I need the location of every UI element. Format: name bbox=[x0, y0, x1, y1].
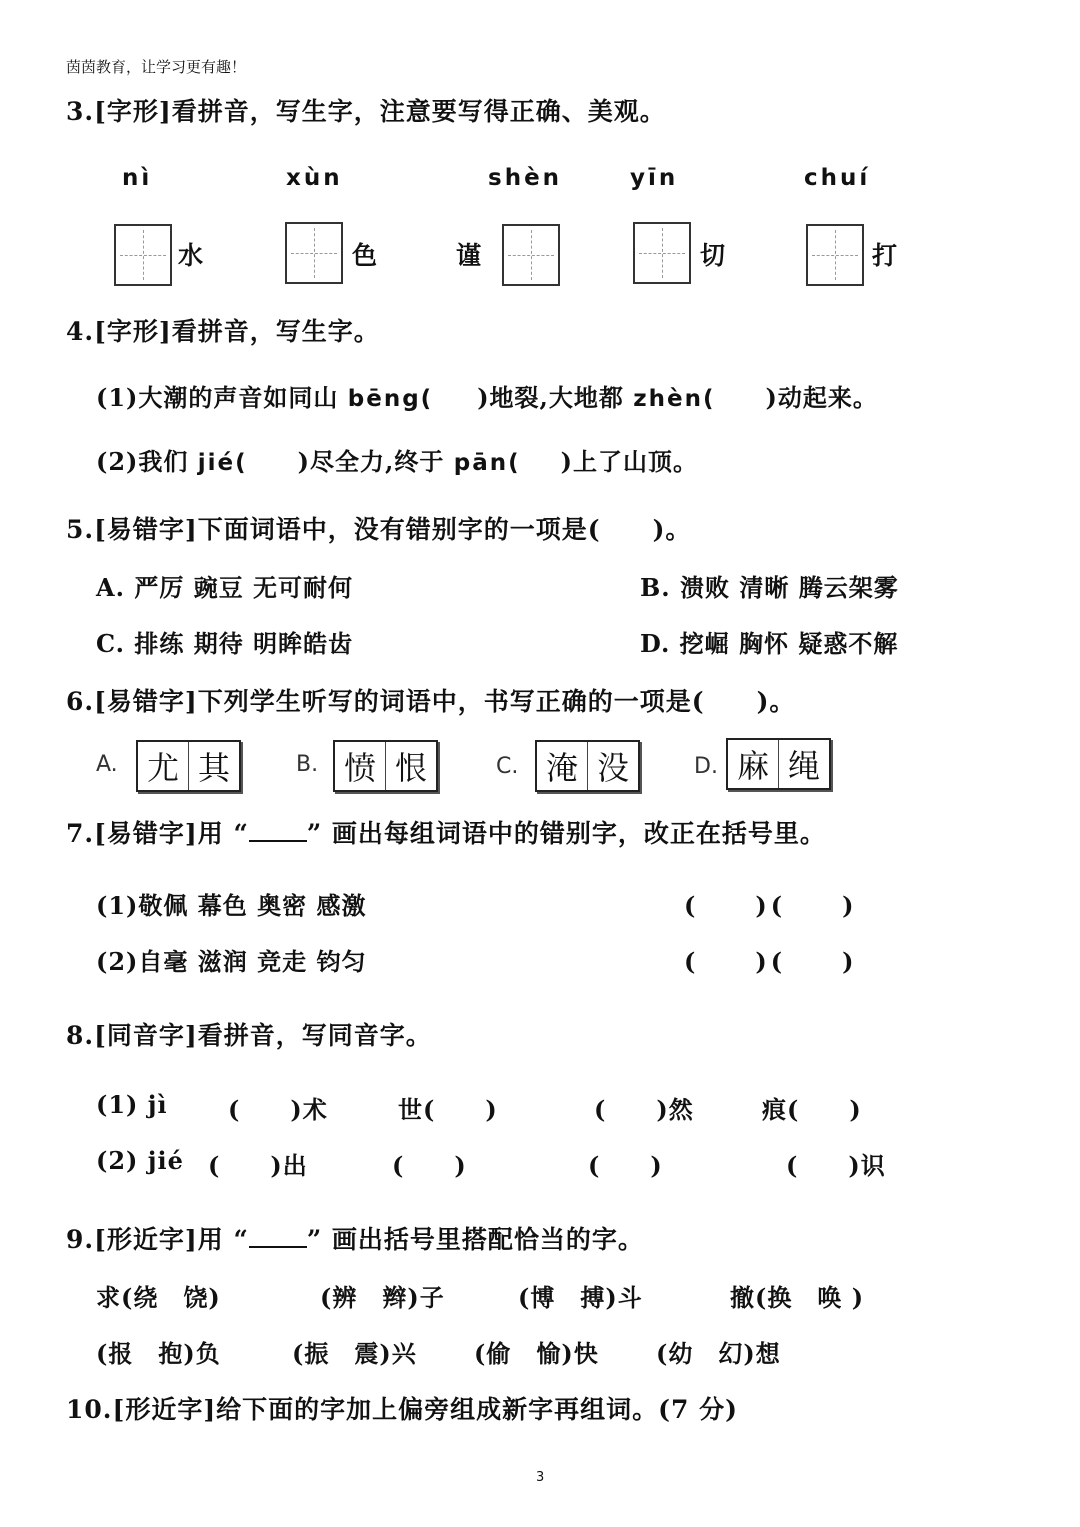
q7-line-1: (1)敬佩 幕色 奥密 感激 bbox=[96, 891, 367, 920]
q6-option-d-label: D. bbox=[694, 754, 718, 779]
q4-line1-text-b: )地裂,大地都 bbox=[477, 383, 624, 412]
q4-line1-text-a: (1)大潮的声音如同山 bbox=[96, 383, 339, 412]
q4-line1-pinyin-2: zhèn( bbox=[633, 386, 716, 412]
q7-underline-sample bbox=[249, 822, 307, 842]
q6-option-a-char-2: 其 bbox=[188, 742, 239, 790]
q4-title: 4.[字形]看拼音，写生字。 bbox=[66, 317, 380, 346]
q9-title-part-b: ” 画出括号里搭配恰当的字。 bbox=[306, 1225, 644, 1254]
page-number: 3 bbox=[536, 1470, 545, 1485]
q3-writing-grid-5[interactable] bbox=[806, 224, 864, 286]
q3-pinyin-4: yīn bbox=[630, 165, 679, 191]
q3-char-2: 色 bbox=[352, 241, 378, 270]
q6-option-c-label: C. bbox=[496, 754, 519, 779]
q3-char-5: 打 bbox=[872, 241, 898, 270]
q9-row1-item-4[interactable]: 撤(换 唤 ) bbox=[730, 1283, 865, 1312]
q6-option-d-char-2: 绳 bbox=[778, 740, 829, 788]
q7-line1-blanks[interactable]: ( )( ) bbox=[684, 891, 858, 920]
q3-pinyin-3: shèn bbox=[488, 165, 563, 191]
q6-option-d-card[interactable] bbox=[726, 738, 831, 790]
q10-title: 10.[形近字]给下面的字加上偏旁组成新字再组词。(7 分) bbox=[66, 1395, 738, 1424]
q6-option-d-char-1: 麻 bbox=[736, 747, 769, 785]
q3-writing-grid-2[interactable] bbox=[285, 222, 343, 284]
q6-option-a-char-1: 尤 bbox=[146, 749, 179, 787]
q6-option-c-char-2: 没 bbox=[587, 742, 638, 790]
q3-writing-grid-1[interactable] bbox=[114, 224, 172, 286]
q8-line2-item-3[interactable]: ( ) bbox=[588, 1151, 663, 1180]
q4-line2-pinyin-1: jié( bbox=[197, 450, 248, 476]
q7-title-part-b: ” 画出每组词语中的错别字，改正在括号里。 bbox=[306, 819, 826, 848]
q7-line2-blanks[interactable]: ( )( ) bbox=[684, 947, 858, 976]
q3-writing-grid-4[interactable] bbox=[633, 222, 691, 284]
q8-line2-item-2[interactable]: ( ) bbox=[392, 1151, 467, 1180]
q4-line2-text-c: )上了山顶。 bbox=[560, 447, 698, 476]
q6-option-a-card[interactable] bbox=[136, 740, 241, 792]
q8-line1-item-4[interactable]: 痕( ) bbox=[762, 1095, 862, 1124]
q5-option-c-text: 排练 期待 明眸皓齿 bbox=[134, 629, 354, 658]
q3-char-4: 切 bbox=[700, 241, 726, 270]
q3-title: 3.[字形]看拼音，写生字，注意要写得正确、美观。 bbox=[66, 97, 666, 126]
q5-option-d-label: D. bbox=[640, 629, 671, 658]
q9-row2-item-1[interactable]: (报 抱)负 bbox=[96, 1339, 221, 1368]
q5-option-d[interactable] bbox=[640, 624, 898, 659]
q6-option-c-card[interactable] bbox=[535, 740, 640, 792]
q9-underline-sample bbox=[249, 1228, 307, 1248]
q6-option-b-char-1: 愤 bbox=[343, 749, 376, 787]
page-header: 茵茵教育，让学习更有趣！ bbox=[66, 58, 247, 76]
q9-title bbox=[66, 1220, 644, 1256]
q5-option-c-label: C. bbox=[96, 629, 126, 658]
q5-option-b[interactable] bbox=[640, 568, 899, 603]
q8-line2-label: (2) jié bbox=[96, 1146, 184, 1175]
q9-row1-item-1[interactable]: 求(绕 饶) bbox=[96, 1283, 221, 1312]
q5-option-a[interactable] bbox=[96, 568, 353, 603]
q6-option-c-char-1: 淹 bbox=[545, 749, 578, 787]
q3-pinyin-1: nì bbox=[122, 165, 153, 191]
q4-line2-pinyin-2: pān( bbox=[453, 450, 521, 476]
q5-option-a-text: 严厉 豌豆 无可耐何 bbox=[134, 573, 354, 602]
q9-row2-item-3[interactable]: (偷 愉)快 bbox=[474, 1339, 599, 1368]
q9-row2-item-4[interactable]: (幼 幻)想 bbox=[656, 1339, 781, 1368]
q9-title-part-a: 9.[形近字]用 “ bbox=[66, 1225, 249, 1254]
q4-line2-text-b: )尽全力,终于 bbox=[297, 447, 445, 476]
q6-option-a-label: A. bbox=[96, 752, 118, 777]
q7-line-2: (2)自毫 滋润 竞走 钧匀 bbox=[96, 947, 367, 976]
q4-line2-text-a: (2)我们 bbox=[96, 447, 189, 476]
q5-option-c[interactable] bbox=[96, 624, 353, 659]
q6-title: 6.[易错字]下列学生听写的词语中，书写正确的一项是( )。 bbox=[66, 687, 796, 716]
q3-pinyin-2: xùn bbox=[286, 165, 343, 191]
q9-row1-item-2[interactable]: (辨 辫)子 bbox=[320, 1283, 445, 1312]
q8-line1-item-3[interactable]: ( )然 bbox=[594, 1095, 694, 1124]
q7-title bbox=[66, 814, 826, 850]
q4-line-2 bbox=[96, 442, 698, 477]
q6-option-b-card[interactable] bbox=[333, 740, 438, 792]
q8-line2-item-4[interactable]: ( )识 bbox=[786, 1151, 886, 1180]
q5-option-b-label: B. bbox=[640, 573, 671, 602]
q8-line1-label: (1) jì bbox=[96, 1090, 168, 1119]
q6-option-b-char-2: 恨 bbox=[385, 742, 436, 790]
q5-option-b-text: 溃败 清晰 腾云架雾 bbox=[680, 573, 899, 602]
q8-title: 8.[同音字]看拼音，写同音字。 bbox=[66, 1021, 432, 1050]
q4-line-1 bbox=[96, 378, 878, 413]
q6-option-b-label: B. bbox=[296, 752, 319, 777]
q9-row1-item-3[interactable]: (博 搏)斗 bbox=[518, 1283, 643, 1312]
q5-option-a-label: A. bbox=[96, 573, 125, 602]
q8-line1-item-2[interactable]: 世( ) bbox=[398, 1095, 498, 1124]
q3-char-3: 谨 bbox=[456, 241, 482, 270]
q5-title: 5.[易错字]下面词语中，没有错别字的一项是( )。 bbox=[66, 515, 692, 544]
q8-line1-item-1[interactable]: ( )术 bbox=[228, 1095, 328, 1124]
q3-pinyin-5: chuí bbox=[804, 165, 871, 191]
q9-row2-item-2[interactable]: (振 震)兴 bbox=[292, 1339, 417, 1368]
q4-line1-text-c: )动起来。 bbox=[765, 383, 878, 412]
q3-char-1: 水 bbox=[178, 241, 204, 270]
q5-option-d-text: 挖崛 胸怀 疑惑不解 bbox=[679, 629, 899, 658]
q4-line1-pinyin-1: bēng( bbox=[347, 386, 434, 412]
q8-line2-item-1[interactable]: ( )出 bbox=[208, 1151, 308, 1180]
q7-title-part-a: 7.[易错字]用 “ bbox=[66, 819, 249, 848]
q3-writing-grid-3[interactable] bbox=[502, 224, 560, 286]
